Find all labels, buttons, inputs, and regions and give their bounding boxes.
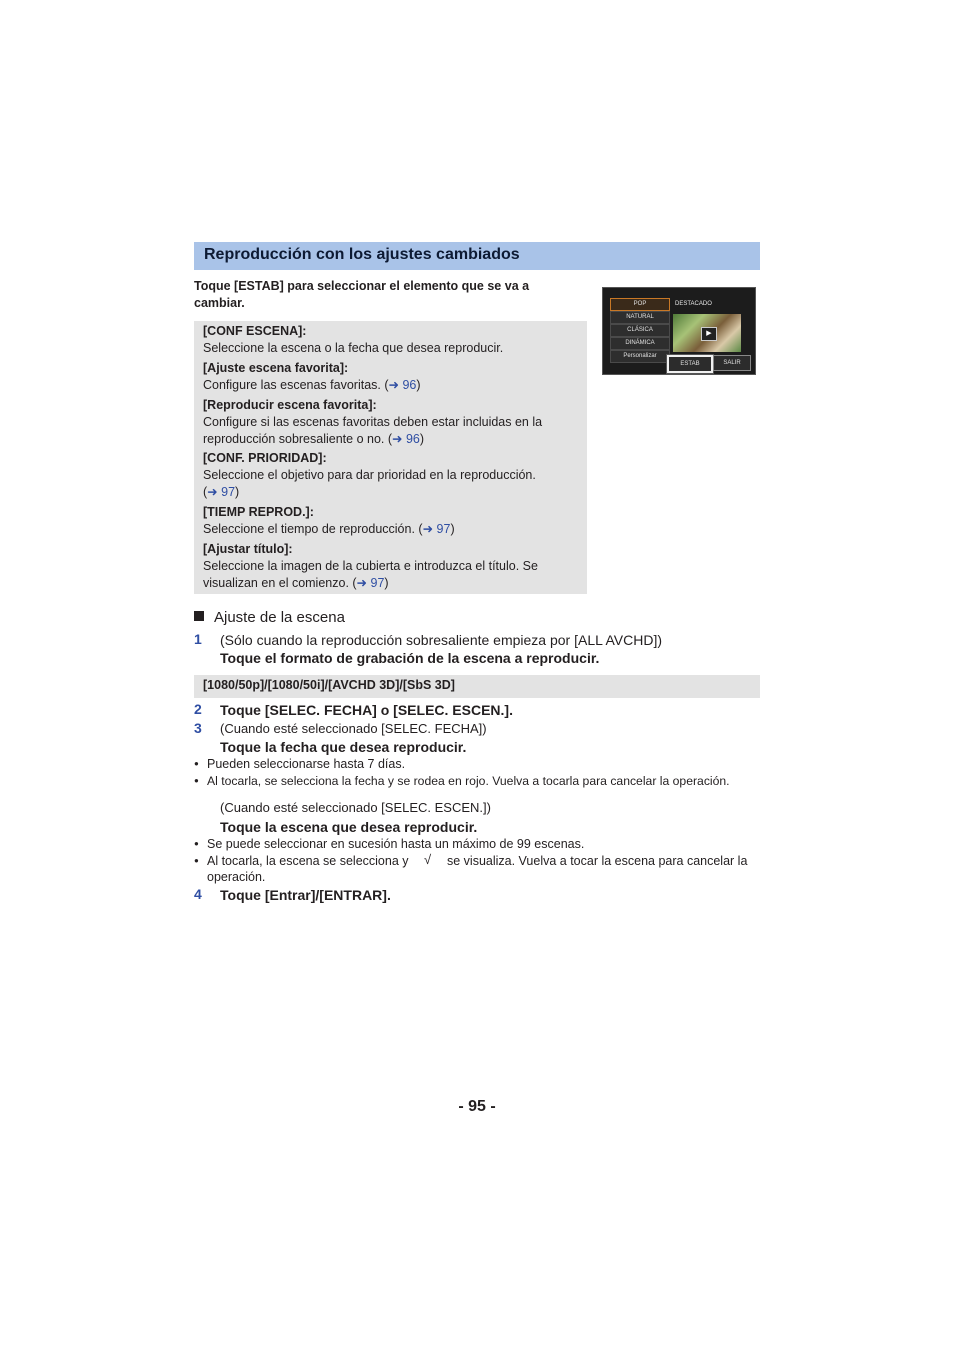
- bullet-text: Al tocarla, la escena se selecciona y: [207, 854, 409, 868]
- definition-close: ): [235, 485, 240, 499]
- definition-term: [Reproducir escena favorita]:: [203, 398, 377, 412]
- bullet-dot-icon: ●: [194, 839, 199, 848]
- subsection-heading: [194, 609, 345, 626]
- format-options: [1080/50p]/[1080/50i]/[AVCHD 3D]/[SbS 3D]: [203, 678, 455, 692]
- bullet-text: se visualiza. Vuelva a tocar la escena para cancelar la: [447, 854, 748, 868]
- bullet-text: Al tocarla, se selecciona la fecha y se rodea en rojo. Vuelva a tocarla para cancelar la operación.: [207, 774, 730, 788]
- section-header: [194, 242, 760, 270]
- definition-item: [203, 504, 583, 538]
- definition-text: Seleccione el tiempo de reproducción. (: [203, 522, 423, 536]
- menu-option-personalizar[interactable]: Personalizar: [610, 350, 670, 363]
- step-action: Toque la escena que desea reproducir.: [220, 819, 478, 835]
- step-condition: (Sólo cuando la reproducción sobresaliente empieza por [ALL AVCHD]): [220, 632, 663, 648]
- definition-term: [Ajustar título]:: [203, 542, 293, 556]
- bullet-dot-icon: ●: [194, 856, 199, 865]
- menu-option-natural[interactable]: NATURAL: [610, 311, 670, 324]
- definition-text: Configure si las escenas favoritas deben estar incluidas en la reproducción sobresaliente o no. (: [203, 415, 543, 446]
- definition-close: ): [419, 432, 425, 446]
- menu-option-pop[interactable]: POP: [610, 298, 670, 311]
- definition-close: ): [384, 576, 389, 590]
- step-number: 1: [194, 631, 202, 647]
- play-icon[interactable]: ▶: [701, 327, 717, 341]
- bullet-text: Se puede seleccionar en sucesión hasta un máximo de 99 escenas.: [207, 837, 585, 851]
- page-ref-link[interactable]: ➜ 96: [392, 432, 420, 446]
- estab-button[interactable]: ESTAB: [667, 355, 713, 373]
- step-action: Toque [SELEC. FECHA] o [SELEC. ESCEN.].: [220, 702, 513, 718]
- definition-text: Seleccione la imagen de la cubierta e introduzca el título. Se visualizan en el comienzo. (: [203, 559, 538, 590]
- step-number: 3: [194, 720, 202, 736]
- page-number: - 95 -: [458, 1098, 496, 1115]
- definition-text: Seleccione el objetivo para dar prioridad en la reproducción. (: [203, 468, 536, 499]
- definition-text: Configure las escenas favoritas. (: [203, 378, 389, 392]
- bullet-dot-icon: ●: [194, 759, 199, 768]
- definition-item: [203, 397, 583, 448]
- definition-text: Seleccione la escena o la fecha que desea reproducir.: [203, 341, 504, 355]
- intro-text: Toque [ESTAB] para seleccionar el elemento que se va a cambiar.: [194, 279, 530, 310]
- definition-item: [203, 360, 583, 394]
- section-title: Reproducción con los ajustes cambiados: [204, 246, 520, 263]
- definition-term: [CONF. PRIORIDAD]:: [203, 451, 327, 465]
- step-condition: (Cuando esté seleccionado [SELEC. FECHA]): [220, 721, 487, 736]
- step-action: Toque la fecha que desea reproducir.: [220, 739, 467, 755]
- step-action: Toque el formato de grabación de la escena a reproducir.: [220, 650, 600, 666]
- page-ref-link[interactable]: ➜ 97: [422, 522, 451, 536]
- definition-item: [203, 541, 543, 592]
- page-ref-link[interactable]: ➜ 97: [356, 576, 385, 590]
- screen-title: DESTACADO: [675, 301, 712, 307]
- page-ref-link[interactable]: ➜ 96: [388, 378, 417, 392]
- definition-term: [Ajuste escena favorita]:: [203, 361, 349, 375]
- definition-item: [203, 323, 583, 357]
- preview-thumbnail: [673, 314, 741, 352]
- bullet-item: [194, 853, 760, 887]
- definition-item: [203, 450, 583, 501]
- bullet-dot-icon: ●: [194, 776, 199, 785]
- definition-close: ): [416, 378, 421, 392]
- definitions-box: [194, 321, 587, 594]
- format-options-box: [194, 675, 760, 698]
- step-number: 4: [194, 886, 202, 902]
- step-number: 2: [194, 701, 202, 717]
- subsection-title: Ajuste de la escena: [214, 609, 345, 626]
- menu-option-clasica[interactable]: CLÁSICA: [610, 324, 670, 337]
- menu-option-dinamica[interactable]: DINÁMICA: [610, 337, 670, 350]
- camera-screen-image: [602, 287, 756, 375]
- salir-button[interactable]: SALIR: [713, 355, 751, 371]
- definition-term: [TIEMP REPROD.]:: [203, 505, 314, 519]
- definition-close: ): [450, 522, 455, 536]
- definition-term: [CONF ESCENA]:: [203, 324, 307, 338]
- page-ref-link[interactable]: ➜ 97: [207, 485, 236, 499]
- bullet-text: Pueden seleccionarse hasta 7 días.: [207, 757, 406, 771]
- square-bullet-icon: [194, 611, 204, 621]
- check-icon: √: [424, 852, 432, 867]
- step-condition: (Cuando esté seleccionado [SELEC. ESCEN.]): [220, 800, 491, 815]
- bullet-text: operación.: [207, 870, 266, 884]
- step-action: Toque [Entrar]/[ENTRAR].: [220, 887, 391, 903]
